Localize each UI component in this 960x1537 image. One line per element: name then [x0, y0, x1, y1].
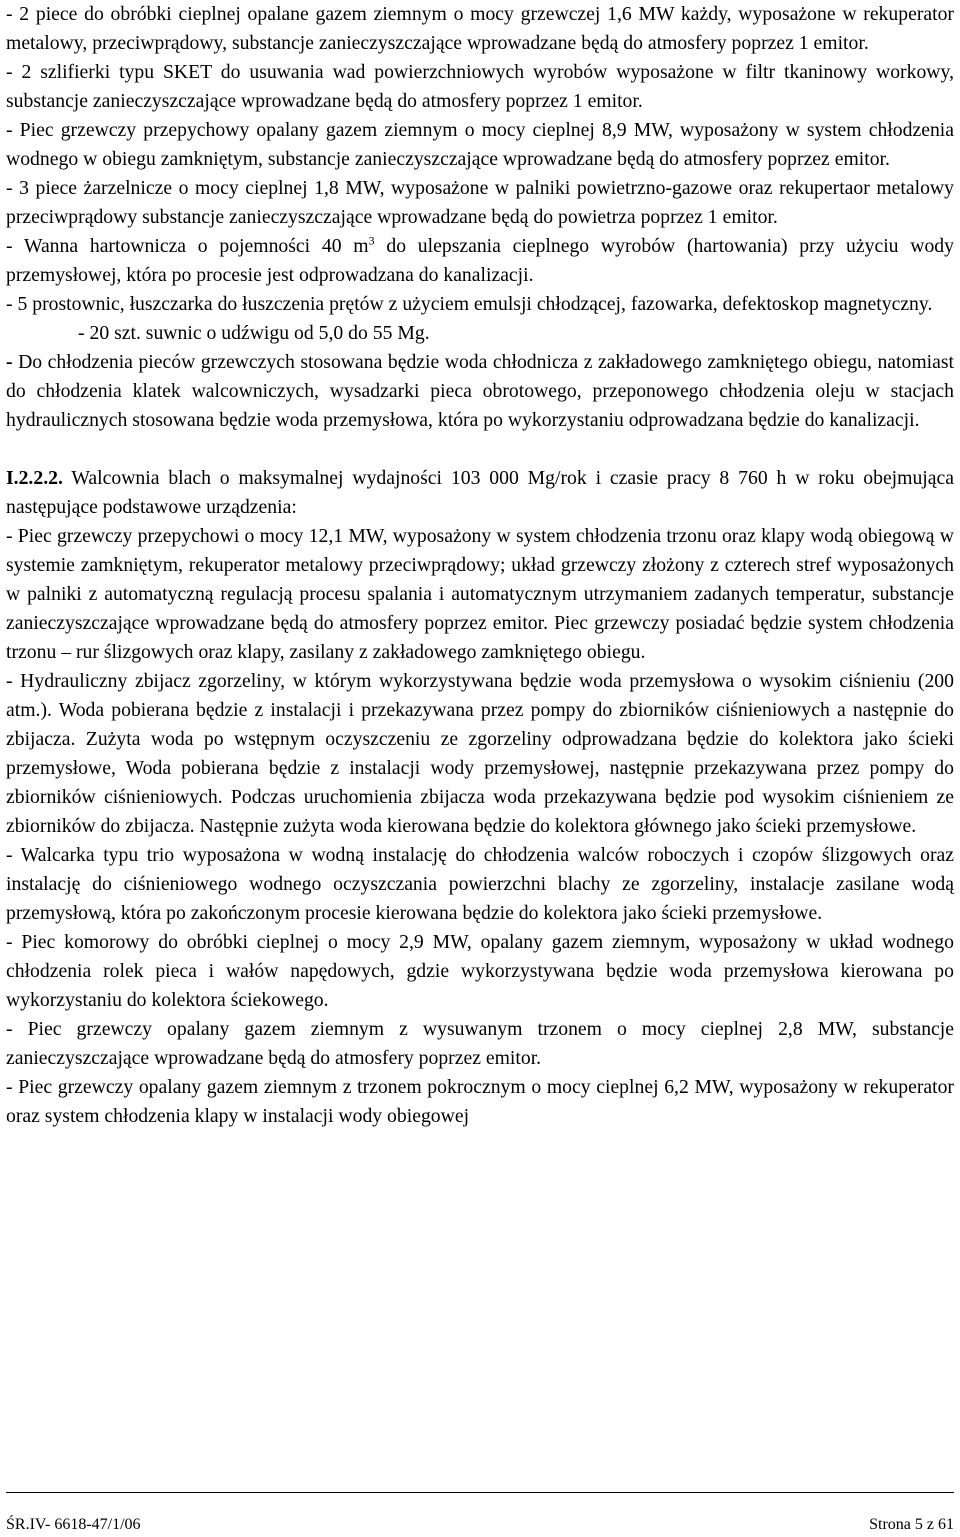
- paragraph-chlodzenie: [6, 348, 954, 435]
- chlodzenie-text: Do chłodzenia pieców grzewczych stosowana będzie woda chłodnicza z zakładowego zamkniętego obiegu, natomiast do chłodzenia klatek walcowniczych, wysadzarki pieca obrotowego, przeponowego chłodzenia oleju w stacjach hydraulicznych stosowana będzie woda przemysłowa, która po wykorzystaniu odprowadzana będzie do kanalizacji.: [6, 351, 954, 431]
- wanna-text-after: do ulepszania cieplnego wyrobów (hartowania) przy użyciu wody przemysłowej, która po procesie jest odprowadzana do kanalizacji.: [6, 235, 954, 286]
- section-number: I.2.2.2.: [6, 467, 63, 489]
- section-walcownia-blach: [6, 464, 954, 522]
- wanna-text-before: - Wanna hartownicza o pojemności 40 m: [6, 235, 369, 257]
- page-number: Strona 5 z 61: [869, 1516, 954, 1533]
- paragraph-piece-zarzelnicze: - 3 piece żarzelnicze o mocy cieplnej 1,8 MW, wyposażone w palniki powietrzno-gazowe oraz rekupertaor metalowy przeciwprądowy substancje zanieczyszczające wprowadzane będą do powietrza poprzez 1 emitor.: [6, 177, 954, 228]
- document-reference: ŚR.IV- 6618-47/1/06: [6, 1516, 141, 1533]
- section-gap: [6, 435, 954, 464]
- paragraph-piec-przepychowy: - Piec grzewczy przepychowy opalany gazem ziemnym o mocy cieplnej 8,9 MW, wyposażony w system chłodzenia wodnego w obiegu zamkniętym, substancje zanieczyszczające wprowadzane będą do atmosfery poprzez emitor.: [6, 119, 954, 170]
- paragraph-piec-przepychowi: - Piec grzewczy przepychowi o mocy 12,1 MW, wyposażony w system chłodzenia trzonu oraz klapy wodą obiegową w systemie zamkniętym, rekuperator metalowy przeciwprądowy; układ grzewczy złożony z czterech stref wyposażonych w palniki z automatyczną regulacją procesu spalania i automatycznym utrzymaniem zadanych temperatur, substancje zanieczyszczające wprowadzane będą do atmosfery poprzez emitor. Piec grzewczy posiadać będzie system chłodzenia trzonu – rur ślizgowych oraz klapy, zasilany z zakładowego zamkniętego obiegu.: [6, 525, 954, 663]
- chlodzenie-dash: -: [6, 351, 13, 373]
- paragraph-piec-wysuwany-trzon: - Piec grzewczy opalany gazem ziemnym z wysuwanym trzonem o mocy cieplnej 2,8 MW, substancje zanieczyszczające wprowadzane będą do atmosfery poprzez emitor.: [6, 1018, 954, 1069]
- footer-divider: [6, 1492, 954, 1493]
- document-page: [6, 0, 954, 1131]
- page-footer: [6, 1515, 954, 1537]
- wanna-superscript: 3: [368, 233, 375, 248]
- paragraph-prostownice: - 5 prostownic, łuszczarka do łuszczenia prętów z użyciem emulsji chłodzącej, fazowarka, defektoskop magnetyczny.: [6, 293, 933, 315]
- paragraph-walcarka-trio: - Walcarka typu trio wyposażona w wodną instalację do chłodzenia walców roboczych i czopów ślizgowych oraz instalację do ciśnieniowego wodnego oczyszczania powierzchni blachy ze zgorzeliny, instalacje zasilane wodą przemysłową, która po zakończonym procesie kierowana będzie do kolektora jako ścieki przemysłowe.: [6, 844, 954, 924]
- paragraph-piec-trzon-pokroczny: - Piec grzewczy opalany gazem ziemnym z trzonem pokrocznym o mocy cieplnej 6,2 MW, wyposażony w rekuperator oraz system chłodzenia klapy w instalacji wody obiegowej: [6, 1076, 954, 1127]
- paragraph-suwnice: - 20 szt. suwnic o udźwigu od 5,0 do 55 Mg.: [78, 322, 430, 344]
- paragraph-zbijacz-zgorzeliny: - Hydrauliczny zbijacz zgorzeliny, w którym wykorzystywana będzie woda przemysłowa o wysokim ciśnieniu (200 atm.). Woda pobierana będzie z instalacji i przekazywana przez pompy do zbiorników ciśnieniowych a następnie do zbijacza. Zużyta woda po wstępnym oczyszczeniu ze zgorzeliny odprowadzana będzie do kolektora jako ścieki przemysłowe, Woda pobierana będzie z instalacji wody przemysłowej, następnie przekazywana przez pompy do zbiorników ciśnieniowych. Podczas uruchomienia zbijacza woda przekazywana będzie pod wysokim ciśnieniem ze zbiorników do zbijacza. Następnie zużyta woda kierowana będzie do kolektora głównego jako ścieki przemysłowe.: [6, 670, 954, 837]
- paragraph-piec-komorowy: - Piec komorowy do obróbki cieplnej o mocy 2,9 MW, opalany gazem ziemnym, wyposażony w układ wodnego chłodzenia rolek pieca i wałów napędowych, gdzie wykorzystywana będzie woda przemysłowa kierowana po wykorzystaniu do kolektora ściekowego.: [6, 931, 954, 1011]
- paragraph-piece-obrobki: - 2 piece do obróbki cieplnej opalane gazem ziemnym o mocy grzewczej 1,6 MW każdy, wyposażone w rekuperator metalowy, przeciwprądowy, substancje zanieczyszczające wprowadzane będą do atmosfery poprzez 1 emitor.: [6, 3, 954, 54]
- section-text: Walcownia blach o maksymalnej wydajności 103 000 Mg/rok i czasie pracy 8 760 h w roku obejmująca następujące podstawowe urządzenia:: [6, 467, 954, 518]
- paragraph-szlifierki: - 2 szlifierki typu SKET do usuwania wad powierzchniowych wyrobów wyposażone w filtr tkaninowy workowy, substancje zanieczyszczające wprowadzane będą do atmosfery poprzez 1 emitor.: [6, 61, 954, 112]
- paragraph-wanna-hartownicza: [6, 232, 954, 290]
